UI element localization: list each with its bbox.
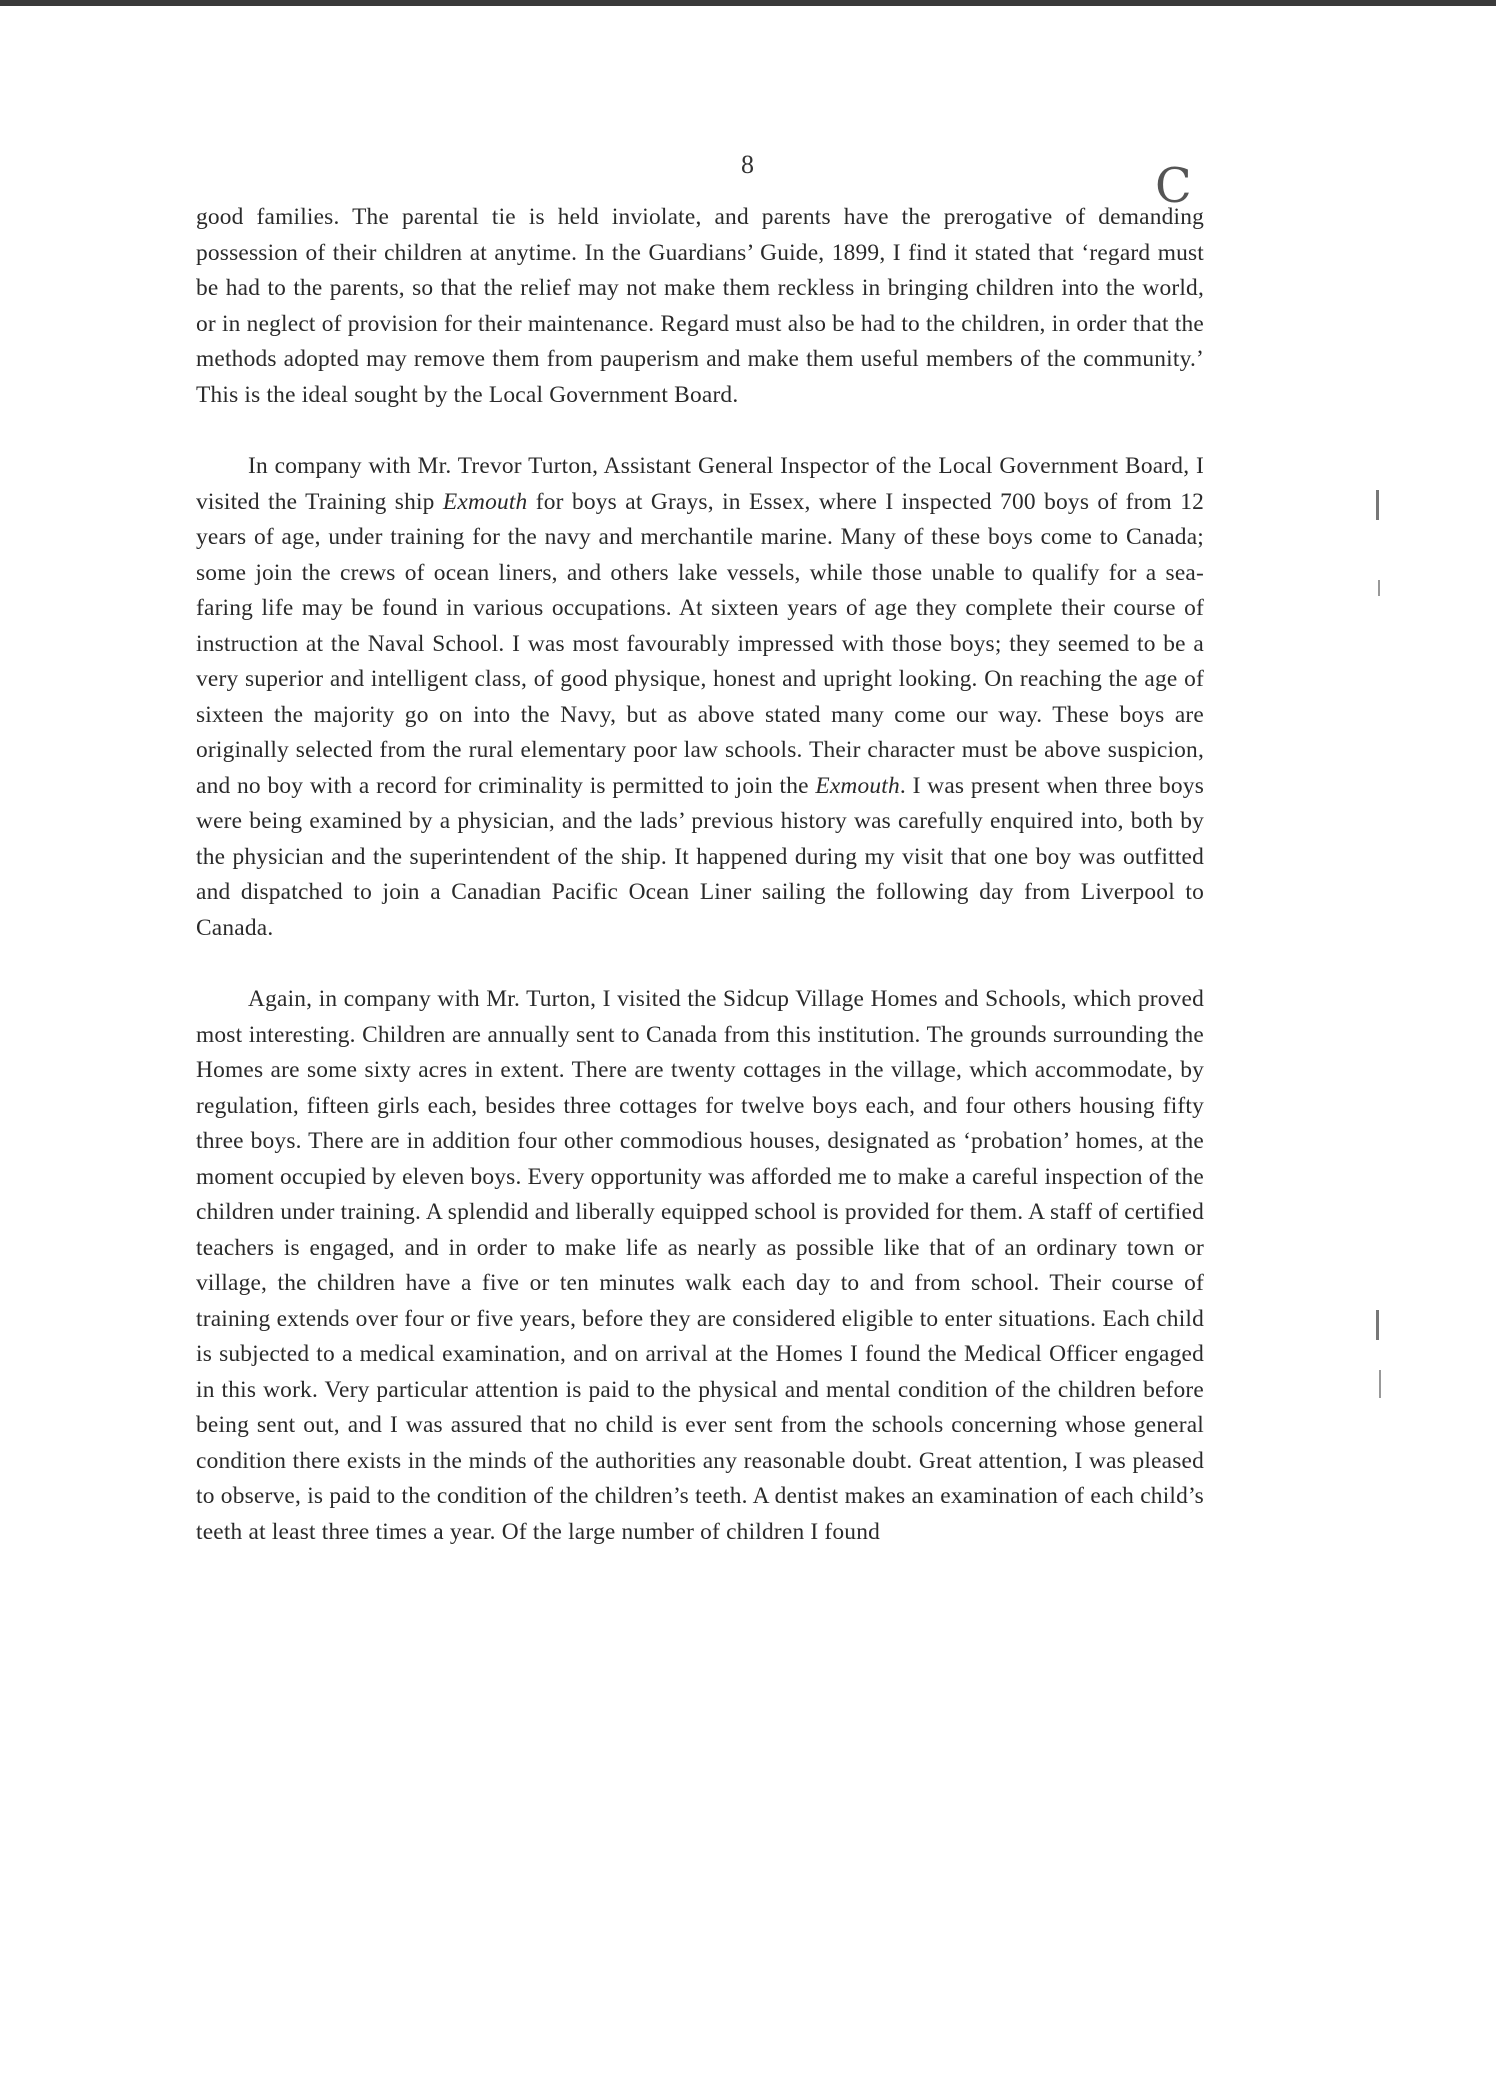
paragraph-text: good families. The parental tie is held inviolate, and parents have the prerogative of demanding possession of their children at anytime. In the Guardians’ Guide, 1899, I find it stated that ‘regard must be had to the parents, so that the relief may not make them reckless in bringing children into the world, or in neglect of provision for their maintenance. Regard must also be had to the children, in order that the methods adopted may remove them from pauperism and make them useful members of the community.’ This is the ideal sought by the Local Government Board. xyxy=(196,204,1204,408)
paragraph-1 xyxy=(196,200,1204,413)
margin-mark xyxy=(1376,1310,1379,1340)
paragraph-text: for boys at Grays, in Essex, where I inspected 700 boys of from 12 years of age, under training for the navy and merchantile marine. Many of these boys come to Canada; some join the crews of ocean liners, and others lake vessels, while those unable to qualify for a sea-faring life may be found in various occupations. At sixteen years of age they complete their course of instruction at the Naval School. I was most favourably impressed with those boys; they seemed to be a very superior and intelligent class, of good physique, honest and upright looking. On reaching the age of sixteen the majority go on into the Navy, but as above stated many come our way. These boys are originally selected from the rural elementary poor law schools. Their character must be above suspicion, and no boy with a record for criminality is permitted to join the xyxy=(196,488,1205,799)
margin-mark xyxy=(1376,490,1379,520)
corner-mark: C xyxy=(1155,158,1192,214)
paragraph-text: . I was present when three boys were being examined by a physician, and the lads’ previous history was carefully enquired into, both by the physician and the superintendent of the ship. It happened during my visit that one boy was outfitted and dispatched to join a Canadian Pacific Ocean Liner sailing the following day from Liverpool to Canada. xyxy=(196,772,1204,941)
margin-mark xyxy=(1378,580,1380,596)
paragraph-text: Again, in company with Mr. Turton, I visited the Sidcup Village Homes and Schools, which proved most interesting. Children are annually sent to Canada from this institution. The grounds surrounding the Homes are some sixty acres in extent. There are twenty cottages in the village, which accommodate, by regulation, fifteen girls each, besides three cottages for twelve boys each, and four others housing fifty three boys. There are in addition four other commodious houses, designated as ‘probation’ homes, at the moment occupied by eleven boys. Every opportunity was afforded me to make a careful inspection of the children under training. A splendid and liberally equipped school is provided for them. A staff of certified teachers is engaged, and in order to make life as nearly as possible like that of an ordinary town or village, the children have a five or ten minutes walk each day to and from school. Their course of training extends over four or five years, before they are considered eligible to enter situations. Each child is subjected to a medical examination, and on arrival at the Homes I found the Medical Officer engaged in this work. Very particular attention is paid to the physical and mental condition of the children before being sent out, and I was assured that no child is ever sent from the schools concerning whose general condition there exists in the minds of the authorities any reasonable doubt. Great attention, I was pleased to observe, is paid to the condition of the children’s teeth. A dentist makes an examination of each child’s teeth at least three times a year. Of the large number of children I found xyxy=(196,986,1204,1545)
page-top-edge xyxy=(0,0,1496,6)
ship-name-italic: Exmouth xyxy=(815,772,900,799)
paragraph-text: In company with Mr. Trevor Turton, Assistant General Inspector of the Local Government Board, I visited the Training ship xyxy=(196,453,1204,515)
page-number: 8 xyxy=(741,150,755,179)
document-body xyxy=(196,200,1204,1586)
ship-name-italic: Exmouth xyxy=(442,488,528,515)
margin-mark xyxy=(1379,1370,1381,1398)
paragraph-3 xyxy=(196,982,1204,1550)
paragraph-2 xyxy=(196,449,1204,946)
